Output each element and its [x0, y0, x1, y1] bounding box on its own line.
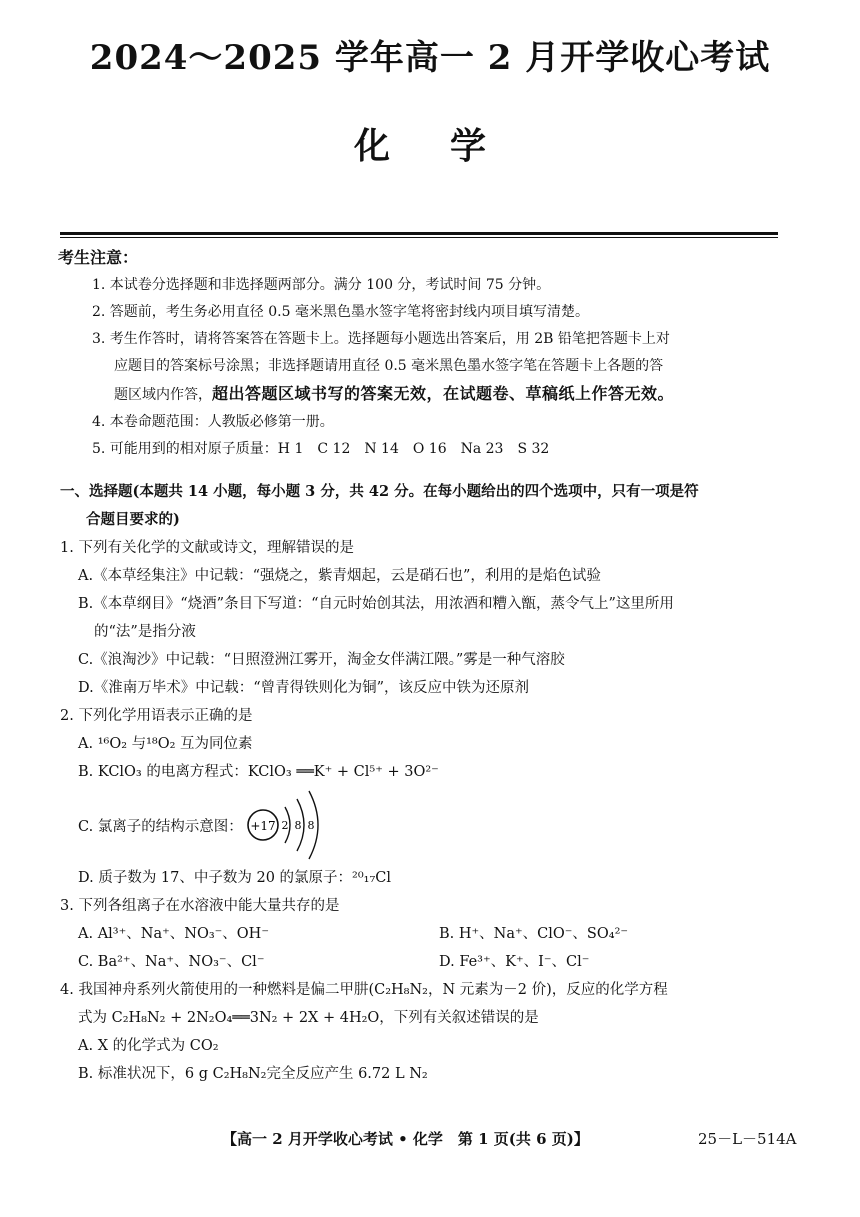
question-2-option-c-label: C. 氯离子的结构示意图： [78, 818, 243, 835]
notice-item-4: 4. 本卷命题范围：人教版必修第一册。 [92, 414, 334, 430]
question-4-stem-line2: 式为 C₂H₈N₂ + 2N₂O₄══3N₂ + 2X + 4H₂O，下列有关叙述错误的是 [78, 1010, 539, 1026]
question-3-options-row-1 [60, 920, 800, 948]
shell-3-electrons: 8 [307, 819, 315, 832]
question-2-option-a: A. ¹⁶O₂ 与¹⁸O₂ 互为同位素 [78, 736, 253, 752]
question-2-option-c [60, 786, 800, 864]
footer-page-info: 【高一 2 月开学收心考试 • 化学 第 1 页(共 6 页)】 [222, 1130, 589, 1148]
notice-emphasis: 超出答题区域书写的答案无效，在试题卷、草稿纸上作答无效。 [212, 384, 675, 403]
question-3-options-row-2 [60, 948, 800, 976]
question-1-option-b [60, 590, 800, 646]
question-2-option-d: D. 质子数为 17、中子数为 20 的氯原子：²⁰₁₇Cl [78, 870, 392, 886]
questions [60, 478, 800, 1088]
notice-item-3-line3-text: 题区域内作答， [114, 387, 212, 403]
header-rule-thin [60, 237, 778, 238]
shell-2-electrons: 8 [294, 819, 302, 832]
notice-item-5: 5. 可能用到的相对原子质量：H 1 C 12 N 14 O 16 Na 23 S 32 [92, 441, 550, 457]
question-3-option-d: D. Fe³⁺、K⁺、I⁻、Cl⁻ [439, 954, 590, 970]
subject-title: 化学 [353, 125, 546, 167]
notice-item-2: 2. 答题前，考生务必用直径 0.5 毫米黑色墨水签字笔将密封线内项目填写清楚。 [92, 304, 589, 320]
exam-title: 2024～2025 学年高一 2 月开学收心考试 [89, 38, 771, 78]
question-4-option-b: B. 标准状况下，6 g C₂H₈N₂完全反应产生 6.72 L N₂ [78, 1066, 428, 1082]
notice-item-3 [58, 326, 788, 409]
question-3-option-a: A. Al³⁺、Na⁺、NO₃⁻、OH⁻ [78, 926, 269, 942]
notice-block [58, 245, 788, 463]
notice-heading: 考生注意： [58, 248, 139, 267]
notice-item-3-line2: 应题目的答案标号涂黑；非选择题请用直径 0.5 毫米黑色墨水签字笔在答题卡上各题的答 [114, 358, 664, 374]
header-rule [60, 232, 778, 235]
footer-exam-code: 25－L－514A [698, 1130, 797, 1148]
question-2-option-b: B. KClO₃ 的电离方程式：KClO₃ ══K⁺ + Cl⁵⁺ + 3O²⁻ [78, 764, 439, 780]
notice-item-3-line3 [92, 380, 788, 409]
question-3-stem: 3. 下列各组离子在水溶液中能大量共存的是 [60, 898, 340, 914]
question-1-option-c: C.《浪淘沙》中记载：“日照澄洲江雾开，淘金女伴满江隈。”雾是一种气溶胶 [78, 652, 565, 668]
chloride-ion-structure-diagram [245, 787, 355, 863]
section-heading-line1: 一、选择题(本题共 14 小题，每小题 3 分，共 42 分。在每小题给出的四个选项中，只有一项是符 [60, 483, 699, 500]
section-heading-line2: 合题目要求的) [86, 511, 180, 528]
question-4-stem [60, 976, 800, 1004]
question-4-option-a: A. X 的化学式为 CO₂ [78, 1038, 219, 1054]
notice-item-3-line1: 3. 考生作答时，请将答案答在答题卡上。选择题每小题选出答案后，用 2B 铅笔把答题卡上对 [92, 331, 670, 347]
question-1-stem: 1. 下列有关化学的文献或诗文，理解错误的是 [60, 540, 354, 556]
question-2-stem: 2. 下列化学用语表示正确的是 [60, 708, 253, 724]
question-3-option-c: C. Ba²⁺、Na⁺、NO₃⁻、Cl⁻ [78, 954, 265, 970]
question-3-option-b: B. H⁺、Na⁺、ClO⁻、SO₄²⁻ [439, 926, 629, 942]
shell-1-electrons: 2 [281, 819, 289, 832]
notice-item-1: 1. 本试卷分选择题和非选择题两部分。满分 100 分，考试时间 75 分钟。 [92, 277, 551, 293]
section-heading [60, 478, 800, 534]
question-1-option-d: D.《淮南万毕术》中记载：“曾青得铁则化为铜”，该反应中铁为还原剂 [78, 680, 530, 696]
question-1-option-b-line2: 的“法”是指分液 [94, 624, 196, 640]
question-1-option-b-line1: B.《本草纲目》“烧酒”条目下写道：“自元时始创其法，用浓酒和糟入甑，蒸令气上”这里所用 [78, 596, 674, 612]
question-1-option-a: A.《本草经集注》中记载：“强烧之，紫青烟起，云是硝石也”，利用的是焰色试验 [78, 568, 601, 584]
question-4-stem-line1: 4. 我国神舟系列火箭使用的一种燃料是偏二甲肼(C₂H₈N₂，N 元素为－2 价)，反应的化学方程 [60, 982, 668, 998]
nucleus-charge: +17 [250, 819, 276, 833]
